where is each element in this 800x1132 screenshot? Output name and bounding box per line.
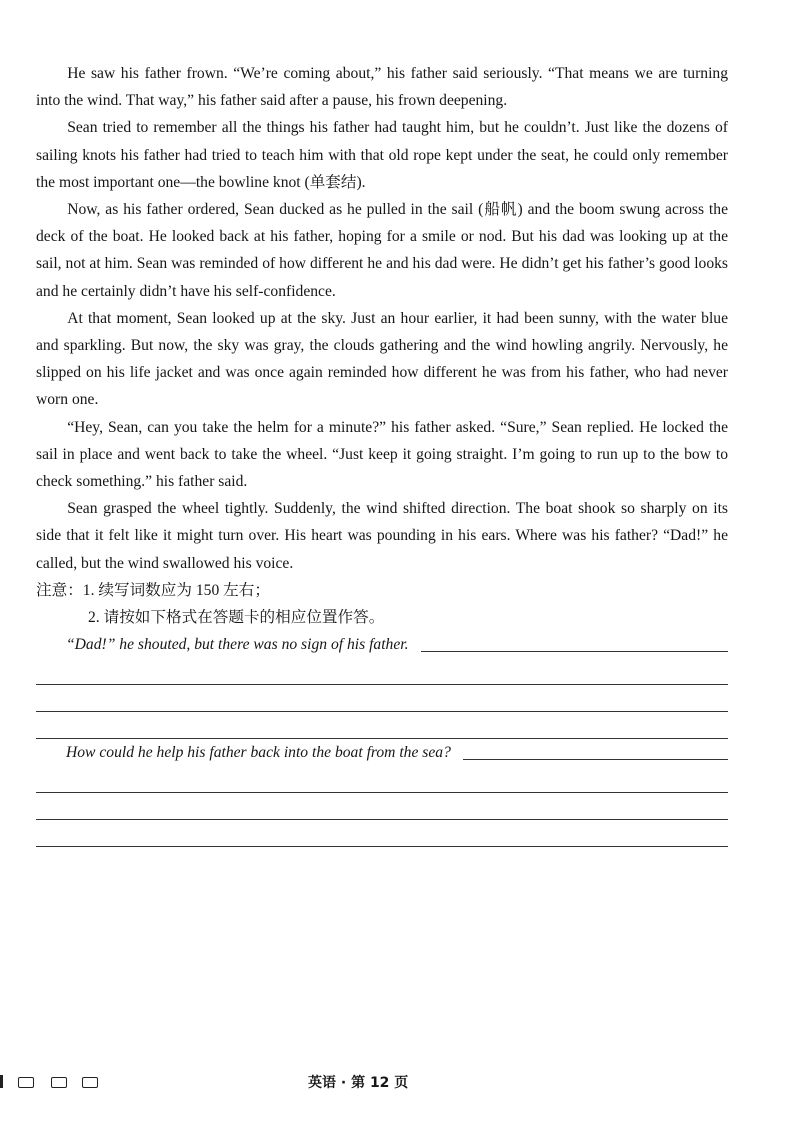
page-footer — [0, 1072, 800, 1096]
continuation-prompt-2 — [36, 739, 728, 766]
note-item-2: 2. 请按如下格式在答题卡的相应位置作答。 — [88, 609, 385, 627]
answer-line[interactable] — [421, 651, 729, 652]
note-item-1: 1. 续写词数应为 150 左右； — [82, 581, 270, 599]
answer-line[interactable] — [36, 658, 728, 685]
paragraph: Sean tried to remember all the things his father had taught him, but he couldn’t. Just like the dozens of sailing knots his father had tried to teach him with that old rope kept under the seat, he could only remember the most important one—the bowline knot (单套结). — [36, 119, 728, 191]
prompt-text: How could he help his father back into the boat from the sea? — [66, 744, 451, 762]
paragraph: At that moment, Sean looked up at the sky. Just an hour earlier, it had been sunny, with the water blue and sparkling. But now, the sky was gray, the clouds gathering and the wind howling angrily. Nervously, he slipped on his life jacket and was once again reminded how different he was from his father, who had never worn one. — [36, 309, 728, 409]
registration-box-icon — [82, 1077, 98, 1088]
paragraph: “Hey, Sean, can you take the helm for a minute?” his father asked. “Sure,” Sean replied. He locked the sail in place and went back to take the wheel. “Just keep it going straight. I’m going to run up to the bow to check something.” his father said. — [36, 418, 728, 491]
page-number: 英语 · 第 12 页 — [308, 1075, 409, 1091]
prompt-text: “Dad!” he shouted, but there was no sign of his father. — [66, 636, 409, 654]
answer-line[interactable] — [463, 759, 728, 760]
registration-mark — [0, 1075, 3, 1088]
answer-line[interactable] — [36, 766, 728, 793]
registration-box-icon — [51, 1077, 67, 1088]
continuation-prompt-1 — [36, 631, 728, 658]
answer-line[interactable] — [36, 820, 728, 847]
registration-box-icon — [18, 1077, 34, 1088]
paragraph: Sean grasped the wheel tightly. Suddenly, the wind shifted direction. The boat shook so sharply on its side that it felt like it might turn over. His heart was pounding in his ears. Where was his father? “Dad!” he called, but the wind swallowed his voice. — [36, 500, 728, 572]
paragraph: Now, as his father ordered, Sean ducked as he pulled in the sail (船帆) and the boom swung across the deck of the boat. He looked back at his father, hoping for a smile or nod. But his dad was looking up at the sail, not at him. Sean was reminded of how different he and his dad were. He didn’t get his father’s good looks and he certainly didn’t have his self-confidence. — [36, 201, 728, 300]
note-1 — [36, 577, 728, 604]
answer-line[interactable] — [36, 685, 728, 712]
answer-line[interactable] — [36, 793, 728, 820]
note-label: 注意： — [36, 581, 83, 599]
answer-line[interactable] — [36, 712, 728, 739]
document-body — [36, 60, 728, 847]
paragraph: He saw his father frown. “We’re coming about,” his father said seriously. “That means we are turning into the wind. That way,” his father said after a pause, his frown deepening. — [36, 65, 728, 110]
